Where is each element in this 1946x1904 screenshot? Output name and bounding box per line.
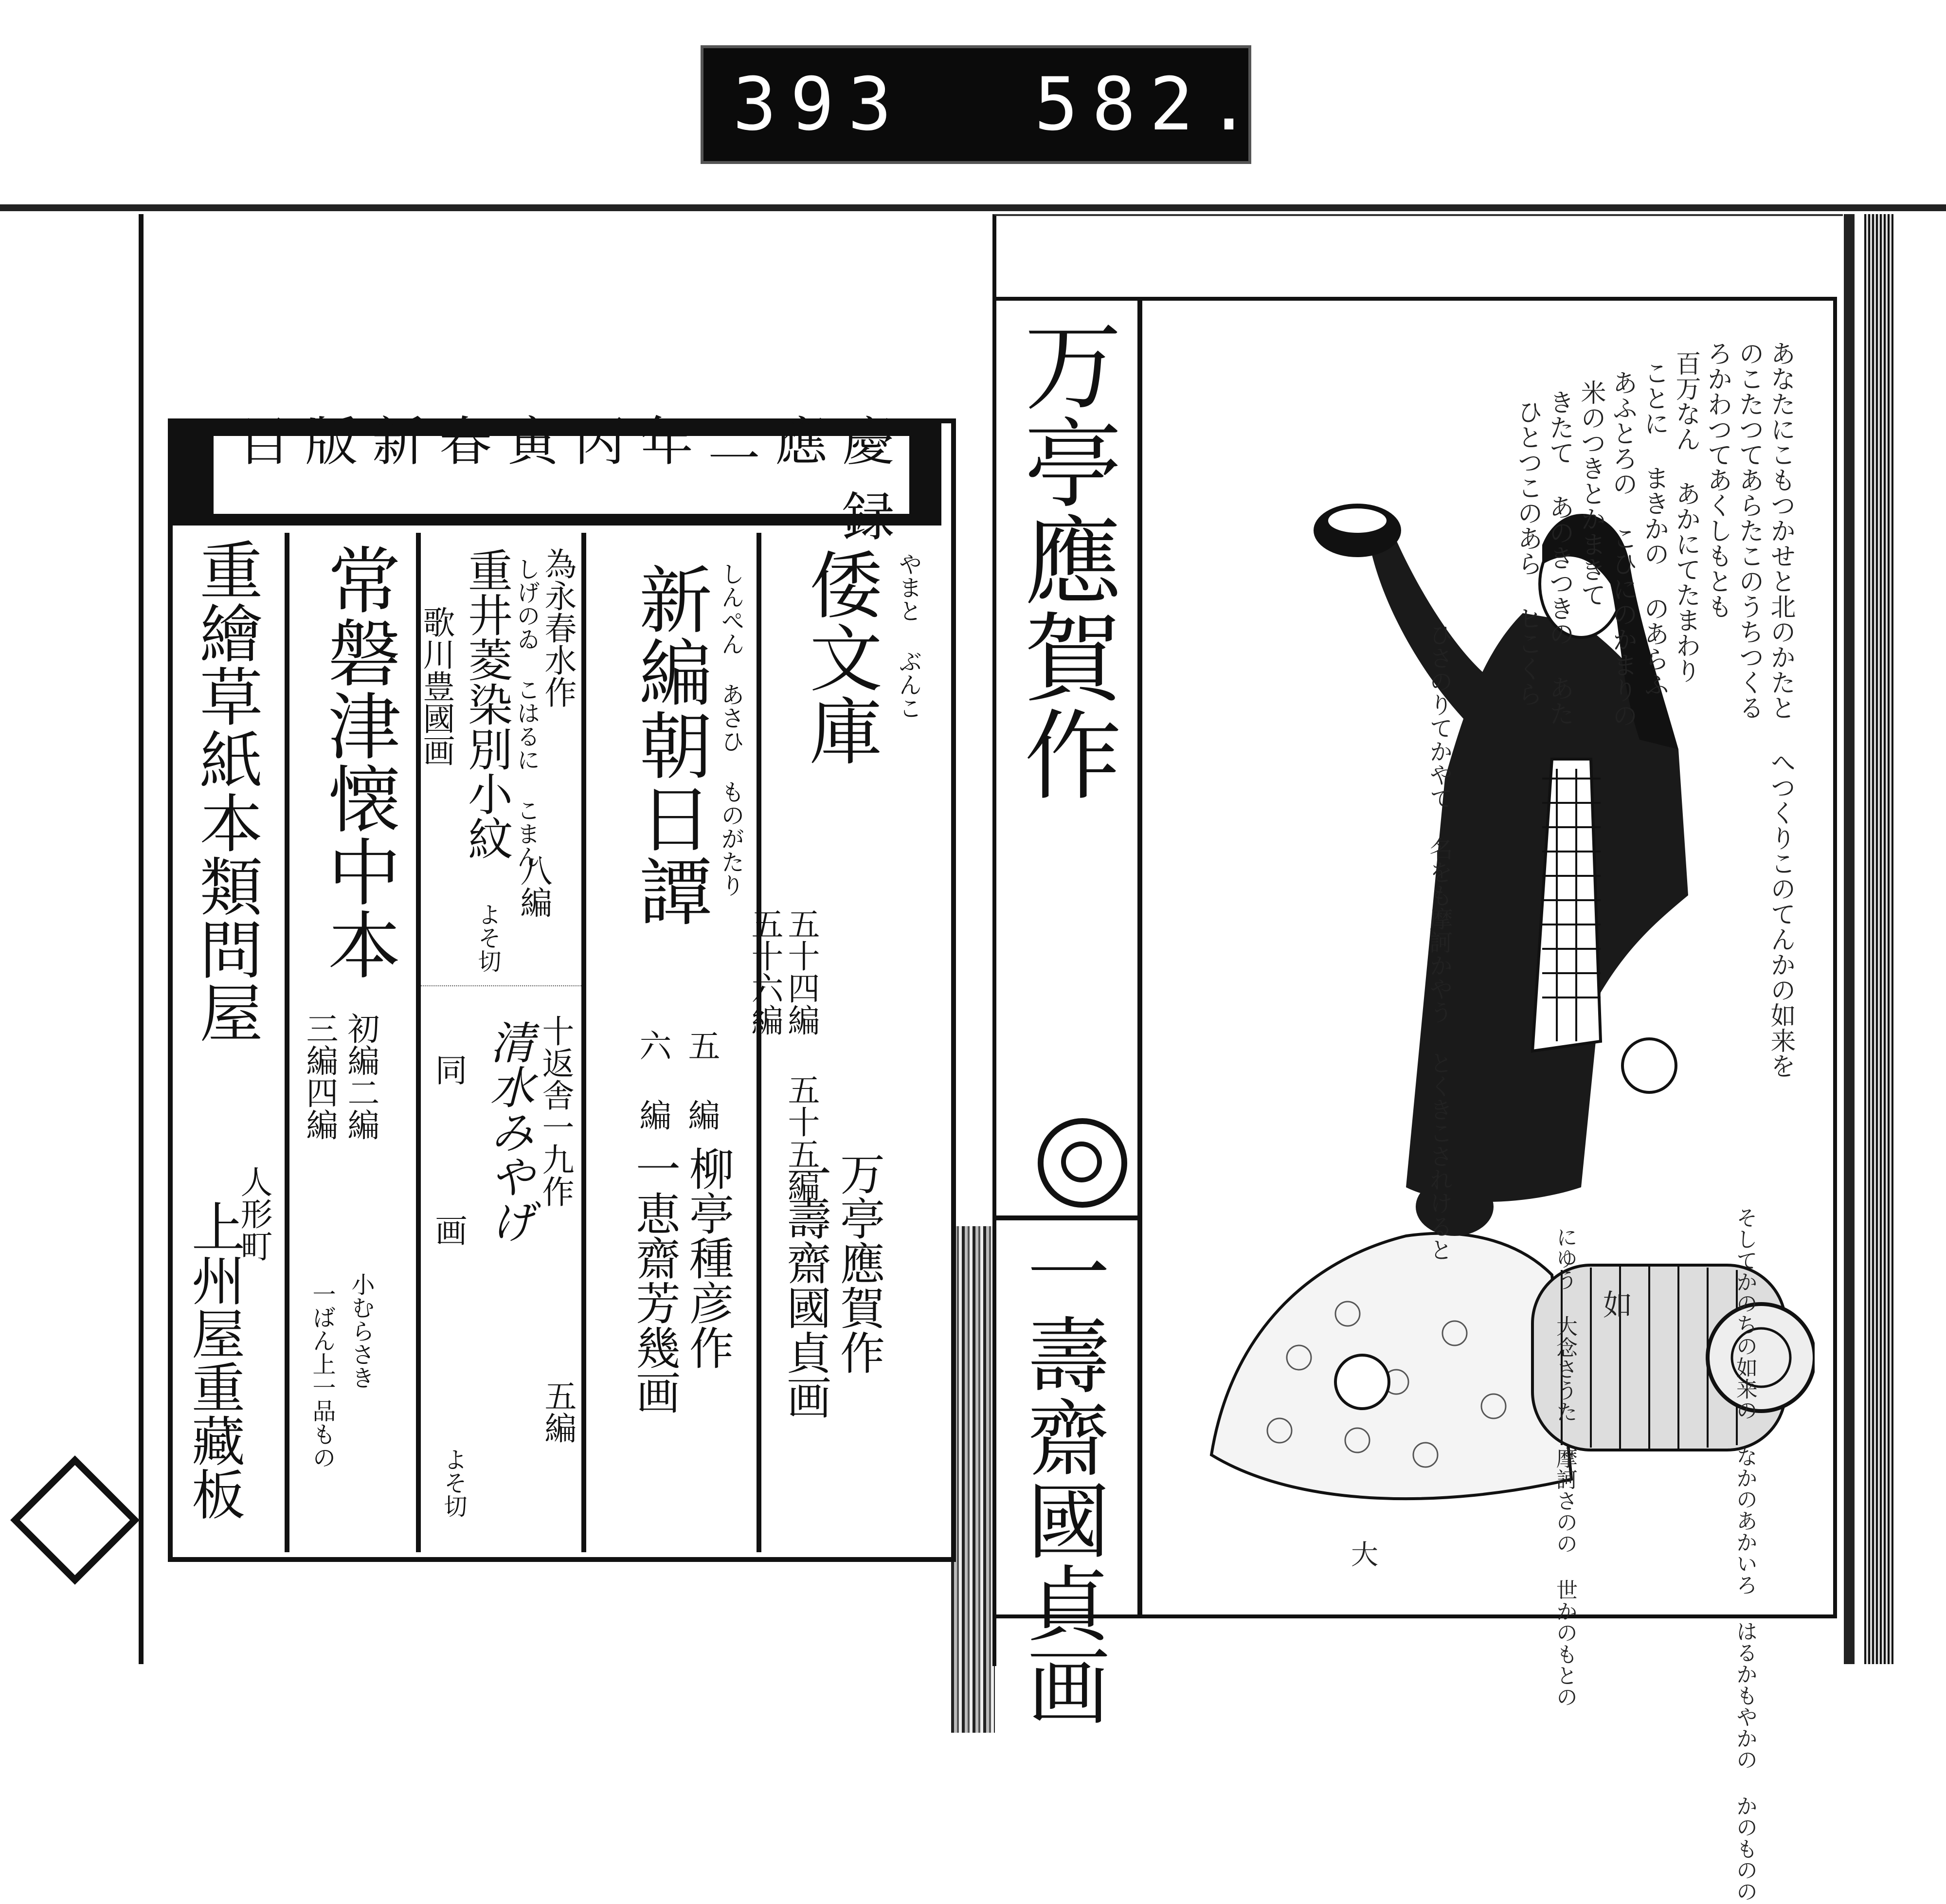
author-credit-2: 十返舎一九作 [537, 1015, 574, 1207]
catalogue-column-yamato-bunko [746, 533, 946, 1552]
diamond-seal-icon [10, 1455, 140, 1585]
handwritten-note-2: 一ばん上一品もの [308, 1282, 336, 1469]
artist-credit: 一恵齋芳幾画 [629, 1146, 681, 1414]
book-title: 重井菱染別小紋 [461, 547, 513, 861]
volume-list: 五十四編 五十五編 [782, 907, 820, 1202]
narrative-text-3: ろかわつてあくしもとも [1703, 341, 1732, 619]
banner-cartouche [212, 412, 911, 548]
catalogue-column-shigenoi [416, 533, 586, 1552]
volume-list-2: 三編四編 [301, 1012, 338, 1141]
narrative-text-4: 百万なん あかにてたまわり [1671, 350, 1700, 683]
round-seal-icon [1038, 1118, 1127, 1208]
call-number-left: 393 [733, 62, 905, 147]
illustration [1153, 311, 1815, 1902]
banner-title: 慶應二年丙寅春新版目録 [237, 412, 909, 548]
catalogue-column-asahi-monogatari [581, 533, 761, 1552]
call-number-tag [701, 45, 1265, 164]
page-stack-edge [1864, 214, 1893, 1664]
bottom-text-mid: にゆう 大念さうた 摩訶さのの 世かのもとの [1552, 1226, 1577, 1707]
publisher-name: 上州屋重藏板 [183, 1199, 245, 1521]
catalogue-column-publisher [173, 533, 285, 1552]
narrative-text-6: あふとろの こひにのかまりの [1608, 370, 1637, 728]
volume-count: 八編 [515, 854, 552, 918]
volume-list-2: 六 編 [634, 1029, 671, 1131]
binding-note: よそ切 [474, 903, 501, 973]
volume-list: 初編二編 [342, 1012, 379, 1141]
handwritten-note: 小むらさき [347, 1272, 375, 1389]
figure-label-woman: 如 [1598, 1289, 1632, 1319]
narrative-text-8: きたて あのきつきの あた [1545, 389, 1574, 726]
handwritten-title: 清水みやげ [483, 1019, 535, 1243]
title-divider [996, 1215, 1137, 1220]
figure-label-child: 大 [1347, 1540, 1378, 1567]
title-column [996, 301, 1142, 1726]
publisher-catalogue [168, 412, 956, 1562]
ruby-reading: やまと ぶんこ [895, 552, 922, 720]
volume-list-2: 五十六編 [746, 907, 783, 1036]
book-title: 常磐津懐中本 [315, 543, 400, 980]
ruby-reading: しげのゐ こはるに こまん [513, 557, 540, 869]
artist-credit-2: 画 [430, 1214, 467, 1246]
scan-edge-line [0, 204, 1946, 211]
publisher-location: 人形町 [235, 1165, 272, 1262]
narrative-text-1: あなたにこもつかせと北のかたと へつくりこのてんかの如来を [1766, 341, 1795, 1078]
column-divider [421, 985, 581, 986]
artist-credit: 歌川豊國画 [417, 606, 455, 766]
author-credit: 為永春水作 [539, 547, 577, 708]
author-credit: 万亭應賀作 [833, 1151, 885, 1375]
volume-count-2: 五編 [539, 1379, 577, 1444]
binding-note-2: よそ切 [440, 1448, 467, 1518]
author-credit: 柳亭種彦作 [682, 1146, 734, 1370]
narrative-text-9: ひとつこのあら ヒこくら [1513, 399, 1542, 707]
catalogue-banner [173, 412, 941, 548]
book-title: 新編朝日譚 [627, 562, 711, 927]
volume-list: 五 編 [683, 1029, 720, 1131]
same-artist-mark: 同 [430, 1053, 467, 1086]
narrative-text-5: ことに まきかの のあらふ [1640, 360, 1669, 697]
ruby-reading: しんぺん あさひ ものがたり [717, 562, 744, 897]
book-title: 倭文庫 [797, 547, 882, 766]
book-title-main: 万亭應賀作 [1008, 315, 1121, 802]
caption-text: ひさのりてかやて 名をも摩訶かやう とくきこされけると [1425, 623, 1453, 1261]
next-page-edge [1844, 214, 1946, 1664]
artist-name: 一壽齋國貞画 [1013, 1230, 1109, 1726]
catalogue-column-tokiwazu [285, 533, 421, 1552]
publisher-trade: 重繪草紙本類問屋 [189, 538, 263, 1044]
bottom-text-right: そしてかのちの如来の なかのあかいろ はるかもやかの かのものの [1732, 1207, 1757, 1902]
artist-credit: 一壽齋國貞画 [779, 1151, 831, 1419]
narrative-text-2: のこたつてあらたこのうちつくる [1734, 341, 1764, 720]
call-number-right: 582. [1034, 62, 1265, 147]
narrative-text-7: 米のつきとかまきて [1576, 380, 1605, 607]
